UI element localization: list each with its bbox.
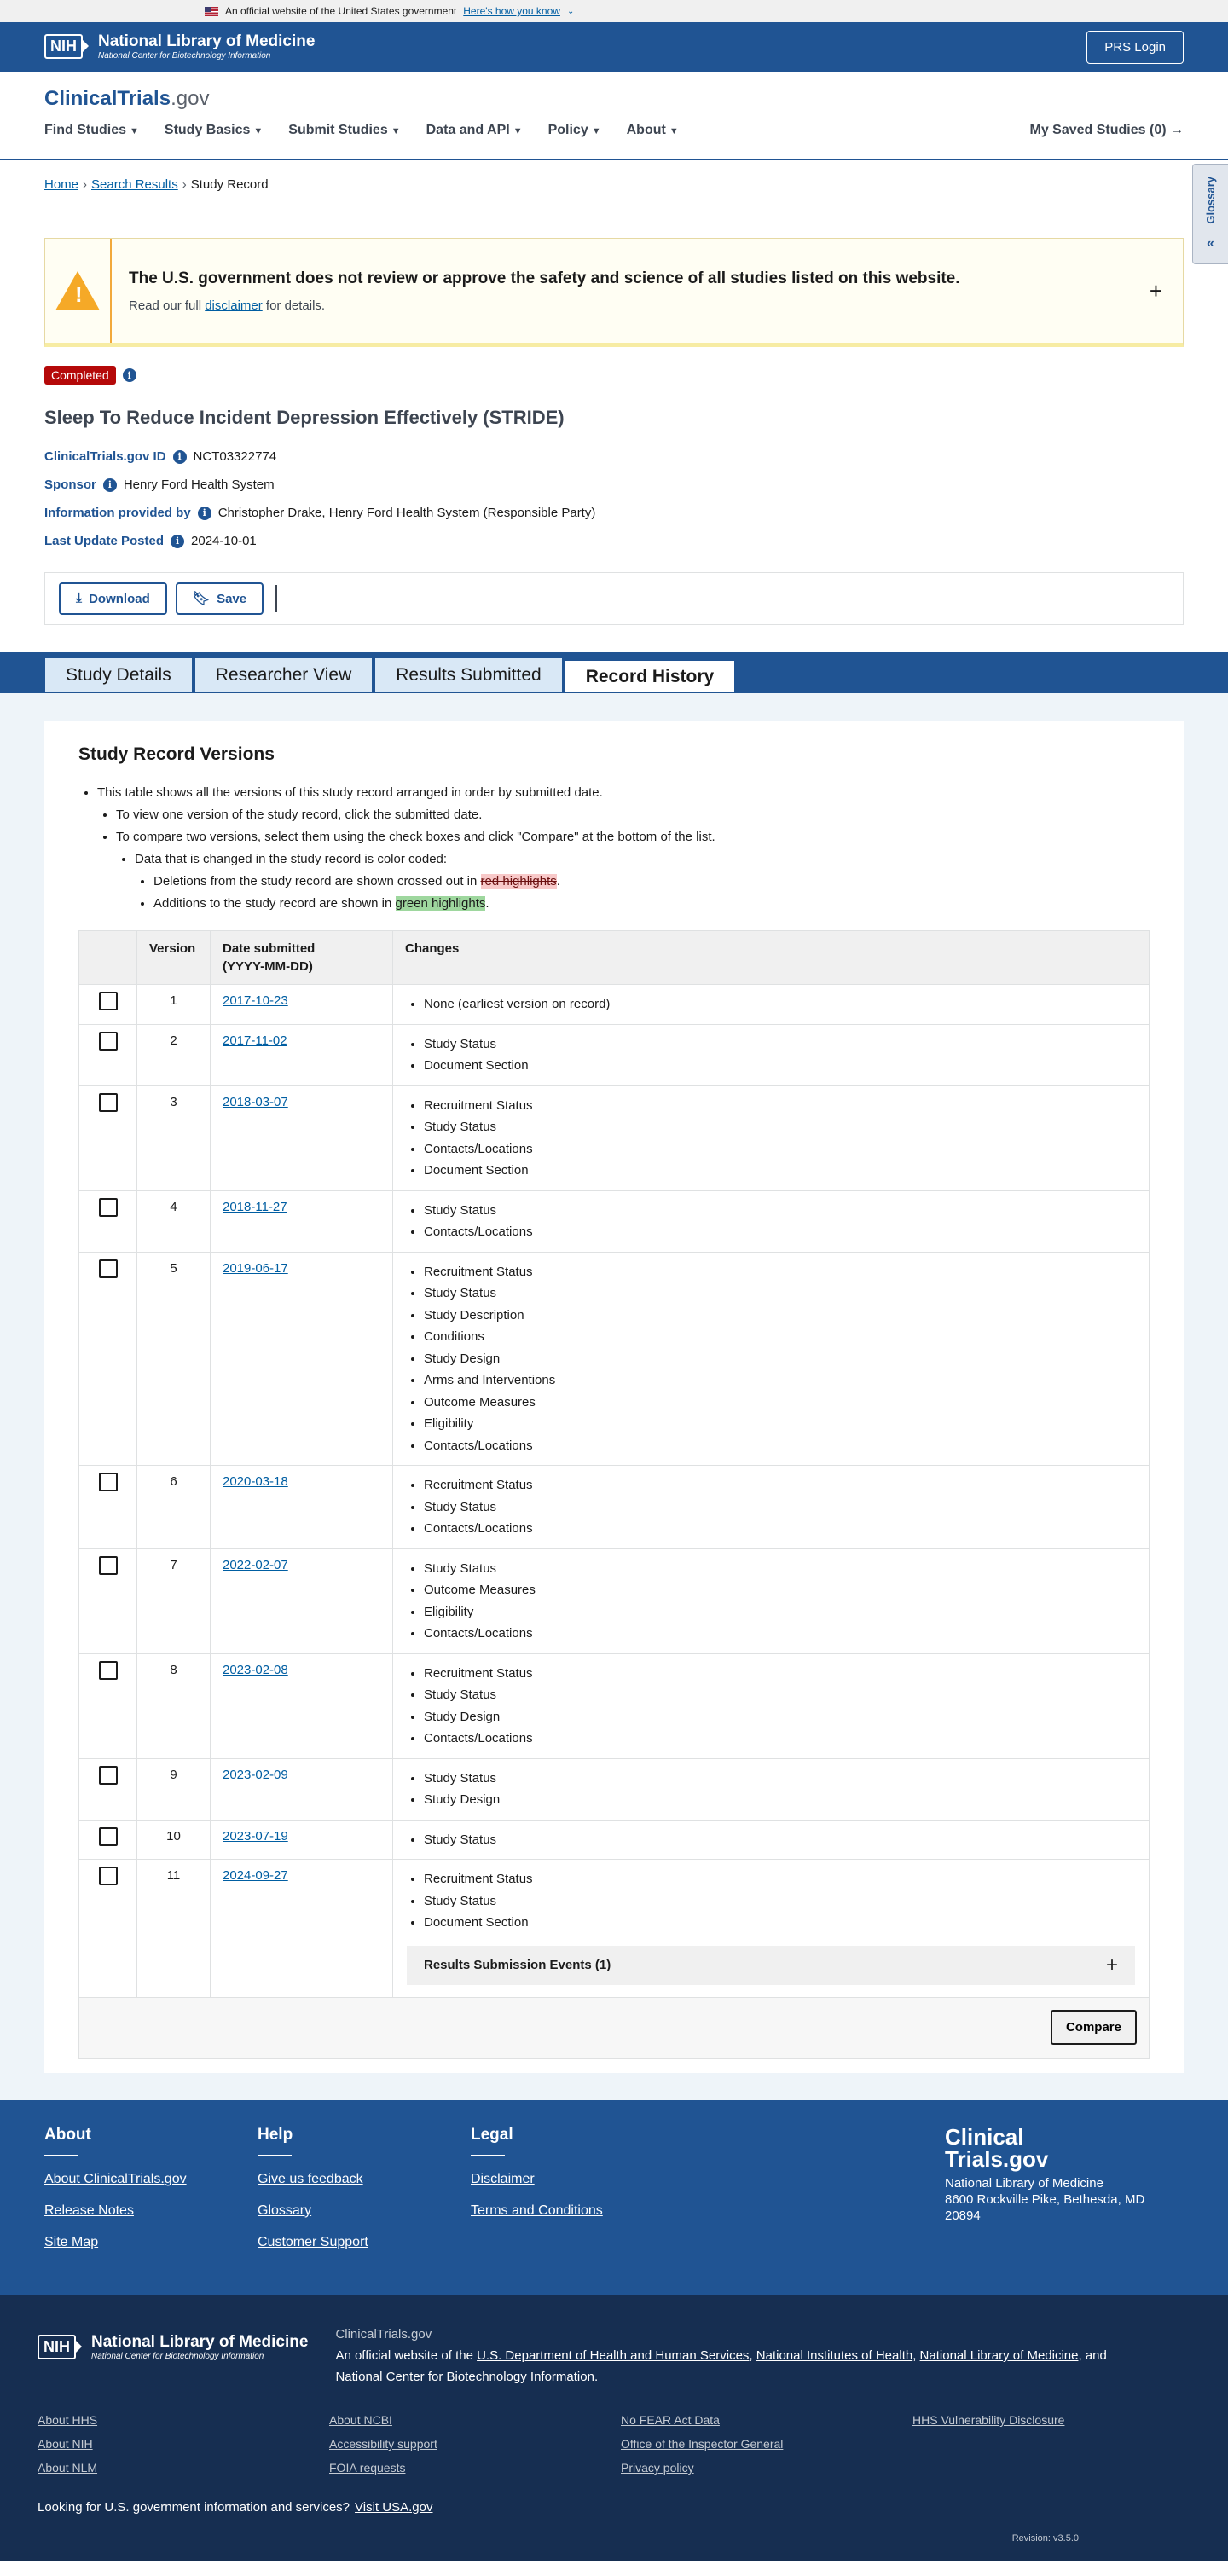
table-row [79,1653,1150,1758]
info-provided-value: Christopher Drake, Henry Ford Health System (Responsible Party) [217,506,596,520]
version-checkbox[interactable] [99,1661,118,1680]
version-date-link[interactable]: 2019-06-17 [223,1260,288,1276]
version-date-link[interactable]: 2020-03-18 [223,1474,288,1489]
logo-main-text: ClinicalTrials [44,87,171,110]
changes-list [405,1033,1137,1077]
table-row [79,1190,1150,1252]
agency-link[interactable]: HHS Vulnerability Disclosure [912,2413,1065,2427]
table-row [79,1548,1150,1653]
versions-table [78,930,1150,2059]
info-icon[interactable]: i [173,450,187,464]
main-content [0,693,1228,2100]
version-number: 1 [137,985,211,1025]
menu-policy[interactable]: Policy ▼ [547,123,601,137]
footer-link[interactable]: Site Map [44,2235,99,2249]
last-update-value: 2024-10-01 [191,534,257,548]
my-saved-studies-link[interactable]: My Saved Studies (0) → [1029,123,1184,137]
ncbi-subtitle: National Center for Biotechnology Information [91,2351,264,2361]
col-changes: Changes [393,931,1150,985]
study-title: Sleep To Reduce Incident Depression Effectively (STRIDE) [44,407,565,428]
version-date-link[interactable]: 2022-02-07 [223,1557,288,1572]
bookmark-icon: 🔖︎ [192,592,211,606]
hhs-link[interactable]: U.S. Department of Health and Human Services [477,2348,750,2363]
footer-logo-line1: Clinical [945,2124,1024,2150]
info-icon[interactable]: i [171,535,184,548]
version-number: 7 [137,1548,211,1653]
agency-link[interactable]: About HHS [38,2413,98,2427]
action-bar [44,572,1184,625]
footer-link[interactable]: Release Notes [44,2203,134,2218]
table-row [79,1466,1150,1549]
version-number: 9 [137,1758,211,1820]
version-number: 10 [137,1820,211,1860]
double-chevron-left-icon: « [1207,236,1214,251]
tab-results-submitted[interactable]: Results Submitted [374,657,562,693]
change-item: • Conditions [424,1326,1137,1348]
disclaimer-alert [44,238,1184,347]
glossary-side-tab[interactable] [1192,164,1228,264]
footer-link[interactable]: Glossary [258,2203,312,2218]
version-checkbox[interactable] [99,1867,118,1885]
footer-brand [945,2126,1175,2224]
prs-login-button[interactable]: PRS Login [1086,31,1184,64]
sponsor-value: Henry Ford Health System [123,478,275,492]
footer-about [44,2126,258,2269]
chevron-down-icon: ▼ [669,126,679,136]
results-submission-events-toggle[interactable] [407,1946,1135,1985]
change-item: • Contacts/Locations [424,1518,1137,1540]
footer-legal-heading: Legal [471,2126,684,2156]
green-highlight-sample: green highlights [395,896,486,911]
chevron-down-icon: ⌄ [566,6,575,16]
nlm-title: National Library of Medicine [98,32,316,51]
table-row [79,985,1150,1025]
version-number: 4 [137,1190,211,1252]
change-item: • Study Status [424,1768,1137,1790]
download-button[interactable]: ⤓ Download [59,582,167,615]
footer-address: 8600 Rockville Pike, Bethesda, MD 20894 [945,2192,1145,2223]
nih-logo-mark: NIH [38,2335,76,2359]
menu-submit-studies[interactable]: Submit Studies ▼ [288,123,401,137]
change-item: • Contacts/Locations [424,1728,1137,1750]
status-badge: Completed [44,366,116,385]
nih-nlm-logo[interactable] [38,2334,308,2361]
version-date-link[interactable]: 2024-09-27 [223,1868,288,1883]
version-date-link[interactable]: 2018-03-07 [223,1094,288,1109]
version-number: 5 [137,1252,211,1466]
info-provided-label: Information provided by [44,506,191,520]
disclaimer-title: The U.S. government does not review or approve the safety and science of all studies listed on this website. [129,269,960,287]
version-checkbox[interactable] [99,992,118,1010]
change-item: • Recruitment Status [424,1095,1137,1117]
nlm-link[interactable]: National Library of Medicine [919,2348,1079,2363]
change-item: • Contacts/Locations [424,1623,1137,1645]
site-nav [0,72,1228,160]
version-date-link[interactable]: 2017-11-02 [223,1033,287,1048]
changes-list [405,1558,1137,1645]
version-number: 11 [137,1860,211,1998]
change-item: • Study Status [424,1684,1137,1706]
nih-logo-mark: NIH [44,34,83,59]
info-icon[interactable]: i [198,507,211,520]
version-date-link[interactable]: 2018-11-27 [223,1199,287,1214]
logo-suffix-text: .gov [171,87,210,110]
change-item: • Contacts/Locations [424,1435,1137,1457]
change-item: • Recruitment Status [424,1868,1137,1890]
save-button[interactable]: 🔖︎ Save [176,582,264,615]
nct-id-value: NCT03322774 [193,449,277,464]
footer-link[interactable]: Customer Support [258,2235,368,2249]
sponsor-label: Sponsor [44,478,96,492]
change-item: • Study Status [424,1282,1137,1305]
instruction-item: • Data that is changed in the study record is color coded: [135,848,1150,871]
us-flag-icon [205,7,218,16]
change-item: • Eligibility [424,1601,1137,1624]
changes-list [405,993,1137,1016]
change-item: • Study Status [424,1829,1137,1851]
instruction-item: • To view one version of the study record, click the submitted date. [116,804,1150,826]
version-checkbox[interactable] [99,1093,118,1112]
ncbi-link[interactable]: National Center for Biotechnology Information [335,2370,594,2384]
divider [275,585,277,612]
agency-links [38,2413,1190,2475]
clinicaltrials-logo[interactable] [44,72,1184,111]
version-checkbox[interactable] [99,1473,118,1491]
changes-list [405,1200,1137,1243]
change-item: • Document Section [424,1912,1137,1934]
instruction-item: • Deletions from the study record are shown crossed out in red highlights. [154,871,1150,893]
agency-link[interactable]: Office of the Inspector General [621,2437,784,2451]
usa-gov-line [38,2500,1190,2515]
menu-study-basics[interactable]: Study Basics ▼ [164,123,264,137]
usa-gov-link[interactable]: Visit USA.gov [355,2500,433,2515]
footer-org: National Library of Medicine [945,2176,1103,2191]
agency-link[interactable]: Privacy policy [621,2461,694,2475]
tab-researcher-view[interactable]: Researcher View [194,657,374,693]
footer-link[interactable]: Disclaimer [471,2172,535,2186]
version-number: 6 [137,1466,211,1549]
nct-id-label: ClinicalTrials.gov ID [44,449,166,464]
change-item: • Recruitment Status [424,1261,1137,1283]
menu-find-studies[interactable]: Find Studies ▼ [44,123,139,137]
table-row [79,1820,1150,1860]
change-item: • Recruitment Status [424,1663,1137,1685]
agency-link[interactable]: Accessibility support [329,2437,437,2451]
version-checkbox[interactable] [99,1827,118,1846]
agency-link[interactable]: FOIA requests [329,2461,406,2475]
footer-link[interactable]: Terms and Conditions [471,2203,603,2218]
changes-list [405,1095,1137,1182]
change-item: • None (earliest version on record) [424,993,1137,1016]
agency-description: ClinicalTrials.gov An official website of the U.S. Department of Health and Human Services, National Institutes of Health, National Library of Medicine, and National Center for Biotechnology Information. [335,2324,1120,2388]
version-date-link[interactable]: 2023-02-08 [223,1662,288,1677]
version-date-link[interactable]: 2023-02-09 [223,1767,288,1782]
change-item: • Arms and Interventions [424,1369,1137,1392]
version-number: 3 [137,1085,211,1190]
chevron-down-icon: ▼ [513,126,523,136]
table-row [79,1024,1150,1085]
instruction-item: • This table shows all the versions of this study record arranged in order by submitted date. [97,782,1150,804]
version-date-link[interactable]: 2017-10-23 [223,993,288,1008]
record-versions-card [44,721,1184,2073]
nih-nlm-logo[interactable] [44,33,315,61]
breadcrumb-search-results[interactable]: Search Results [91,177,178,192]
download-icon: ⤓ [76,591,83,605]
chevron-down-icon: ▼ [591,126,601,136]
breadcrumb [0,160,1228,209]
change-item: • Outcome Measures [424,1579,1137,1601]
compare-button[interactable]: Compare [1051,2010,1137,2045]
change-item: • Study Design [424,1706,1137,1728]
study-meta [44,449,1184,548]
col-version: Version [137,931,211,985]
change-item: • Study Status [424,1496,1137,1519]
changes-list [405,1663,1137,1750]
instruction-item: • To compare two versions, select them using the check boxes and click "Compare" at the bottom of the list. [116,826,1150,848]
agency-link[interactable]: No FEAR Act Data [621,2413,720,2427]
revision-label: Revision: v3.5.0 [1011,2533,1079,2544]
agency-link[interactable]: About NIH [38,2437,93,2451]
footer-help [258,2126,471,2269]
status-row [44,366,1184,385]
changes-list [405,1768,1137,1811]
nih-link[interactable]: National Institutes of Health [756,2348,913,2363]
changes-list [405,1829,1137,1851]
version-checkbox[interactable] [99,1766,118,1785]
footer-logo-line2: Trials.gov [945,2146,1049,2172]
version-number: 2 [137,1024,211,1085]
table-row [79,1758,1150,1820]
last-update-label: Last Update Posted [44,534,165,548]
footer-link[interactable]: Give us feedback [258,2172,363,2186]
chevron-down-icon: ▼ [130,126,139,136]
table-row [79,1085,1150,1190]
changes-list [405,1261,1137,1457]
gov-banner [0,0,1228,22]
site-footer [0,2100,1228,2295]
table-row [79,1860,1150,1998]
version-checkbox[interactable] [99,1032,118,1051]
heres-how-you-know-link[interactable]: Here's how you know [463,5,560,17]
agency-link[interactable]: About NCBI [329,2413,392,2427]
breadcrumb-current: Study Record [190,177,269,192]
version-checkbox[interactable] [99,1198,118,1217]
chevron-right-icon: › [83,177,88,192]
gov-banner-text: An official website of the United States government [225,5,457,17]
menu-data-and-api[interactable]: Data and API ▼ [426,123,523,137]
change-item: • Contacts/Locations [424,1221,1137,1243]
info-icon[interactable]: i [103,478,117,492]
breadcrumb-home[interactable]: Home [44,177,79,192]
change-item: • Study Design [424,1348,1137,1370]
expand-plus-icon: + [1105,1953,1118,1977]
footer-legal [471,2126,684,2269]
change-item: • Study Status [424,1890,1137,1913]
disclaimer-text: Read our full [129,298,206,313]
nlm-title: National Library of Medicine [91,2333,309,2351]
change-item: • Document Section [424,1055,1137,1077]
glossary-tab-label: Glossary [1204,177,1217,224]
agency-link[interactable]: About NLM [38,2461,98,2475]
arrow-right-icon: → [1170,123,1184,137]
change-item: • Study Description [424,1305,1137,1327]
change-item: • Outcome Measures [424,1392,1137,1414]
results-events-label: Results Submission Events (1) [424,1958,611,1972]
version-checkbox[interactable] [99,1259,118,1278]
chevron-right-icon: › [182,177,187,192]
menu-about[interactable]: About ▼ [626,123,679,137]
change-item: • Recruitment Status [424,1474,1137,1496]
change-item: • Study Design [424,1789,1137,1811]
nlm-header [0,22,1228,72]
chevron-down-icon: ▼ [253,126,264,136]
usa-gov-text: Looking for U.S. government information and services? [38,2500,350,2515]
chevron-down-icon: ▼ [391,126,401,136]
version-number: 8 [137,1653,211,1758]
table-row [79,1252,1150,1466]
footer-site-name: ClinicalTrials.gov [335,2327,432,2342]
col-date: Date submitted (YYYY-MM-DD) [211,931,393,985]
tab-study-details[interactable]: Study Details [44,657,193,693]
change-item: • Study Status [424,1033,1137,1056]
instruction-item: • Additions to the study record are shown in green highlights. [154,893,1150,915]
expand-plus-icon[interactable]: + [1149,278,1162,304]
changes-list [405,1474,1137,1540]
change-item: • Eligibility [424,1413,1137,1435]
footer-link[interactable]: About ClinicalTrials.gov [44,2172,187,2186]
change-item: • Study Status [424,1116,1137,1138]
footer-help-heading: Help [258,2126,471,2156]
instructions-list [78,782,1150,915]
disclaimer-link[interactable]: disclaimer [205,298,263,313]
study-tabs [0,652,1228,693]
warning-icon: ! [55,271,100,310]
tab-record-history[interactable]: Record History [565,657,736,693]
change-item: • Study Status [424,1558,1137,1580]
footer-about-heading: About [44,2126,258,2156]
ncbi-subtitle: National Center for Biotechnology Information [98,50,271,61]
versions-heading: Study Record Versions [78,744,275,764]
col-select [79,931,137,985]
info-icon[interactable]: i [123,368,136,382]
disclaimer-text-end: for details. [262,298,326,313]
changes-list [405,1868,1137,1934]
change-item: • Document Section [424,1160,1137,1182]
version-checkbox[interactable] [99,1556,118,1575]
version-date-link[interactable]: 2023-07-19 [223,1828,288,1844]
change-item: • Study Status [424,1200,1137,1222]
change-item: • Contacts/Locations [424,1138,1137,1161]
agency-footer [0,2295,1228,2561]
red-highlight-sample: red highlights [480,874,557,889]
